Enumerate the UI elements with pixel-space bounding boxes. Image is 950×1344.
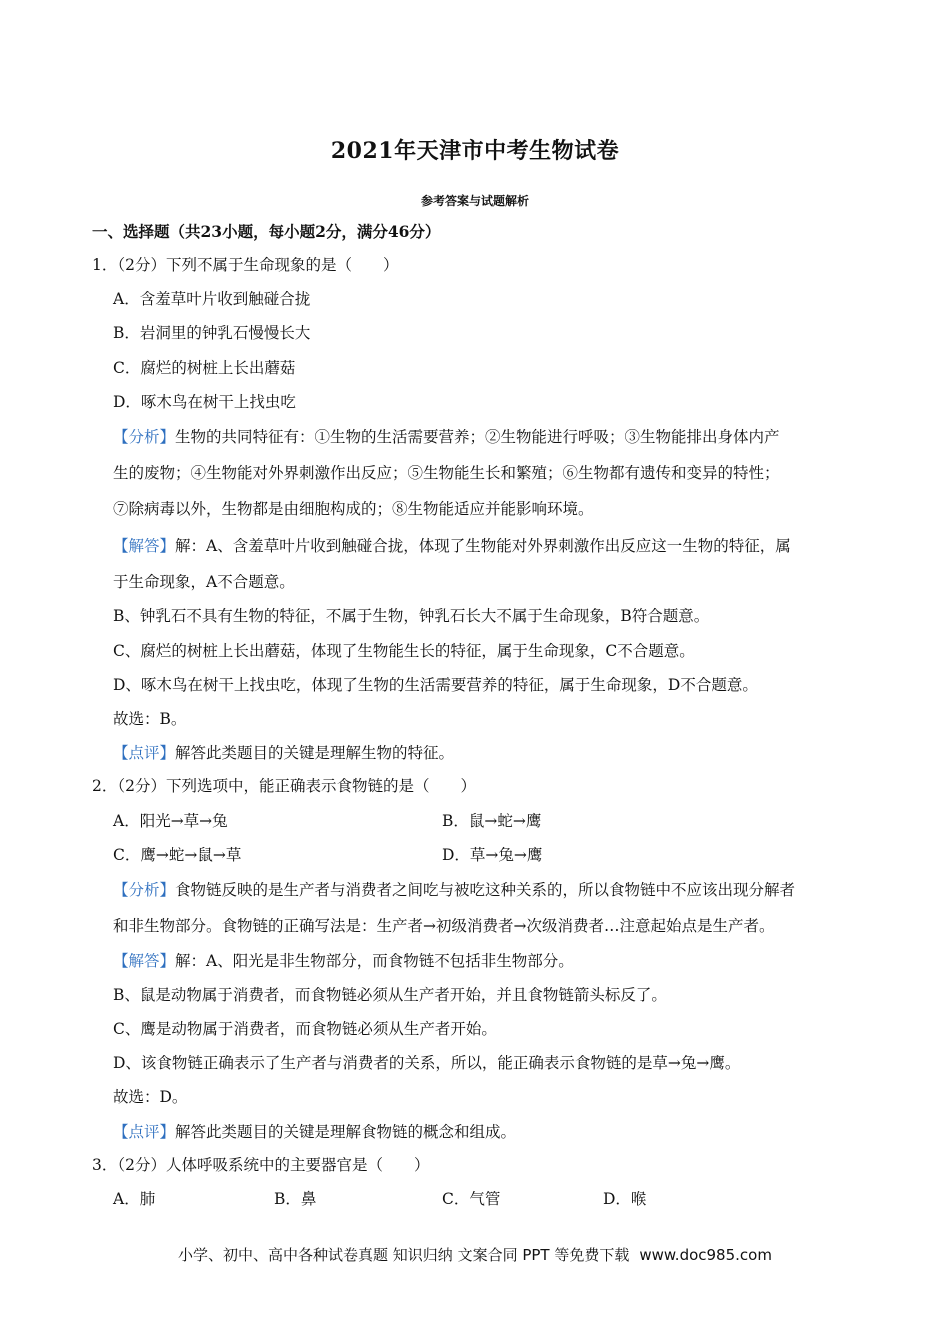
page-title: 2021年天津市中考生物试卷 [330, 138, 620, 164]
comment-tag: 【点评】 [113, 744, 176, 762]
question-1-choice: 故选：B。 [113, 710, 187, 728]
footer-link[interactable]: www.doc985.com [639, 1246, 772, 1264]
question-2-analysis: 【分析】食物链反映的是生产者与消费者之间吃与被吃这种关系的，所以食物链中不应该出现分解者 [113, 881, 796, 899]
question-1-analysis-cont: ⑦除病毒以外，生物都是由细胞构成的；⑧生物能适应并能影响环境。 [113, 500, 594, 518]
question-3-option-c: C．气管 [442, 1190, 501, 1208]
page-subtitle: 参考答案与试题解析 [420, 194, 529, 208]
section-heading: 一、选择题（共23小题，每小题2分，满分46分） [92, 222, 441, 241]
question-2-answer-cont: C、鹰是动物属于消费者，而食物链必须从生产者开始。 [113, 1020, 497, 1038]
question-1-answer-cont: C、腐烂的树桩上长出蘑菇，体现了生物能生长的特征，属于生命现象，C不合题意。 [113, 642, 695, 660]
question-1-answer-cont: 于生命现象，A不合题意。 [113, 573, 295, 591]
question-1-answer: 【解答】解：A、含羞草叶片收到触碰合拢，体现了生物能对外界刺激作出反应这一生物的特征，属 [113, 537, 791, 555]
analysis-tag: 【分析】 [113, 428, 176, 446]
question-2-option-a: A．阳光→草→兔 [113, 812, 228, 830]
question-1-answer-cont: D、啄木鸟在树干上找虫吃，体现了生物的生活需要营养的特征，属于生命现象，D不合题意。 [113, 676, 758, 694]
question-1-option-d: D．啄木鸟在树干上找虫吃 [113, 393, 296, 411]
question-1-analysis: 【分析】生物的共同特征有：①生物的生活需要营养；②生物能进行呼吸；③生物能排出身体内产 [113, 428, 780, 446]
question-2-comment: 【点评】解答此类题目的关键是理解食物链的概念和组成。 [113, 1123, 517, 1141]
question-2-analysis-cont: 和非生物部分。食物链的正确写法是：生产者→初级消费者→次级消费者…注意起始点是生产者。 [113, 917, 775, 935]
question-1-answer-cont: B、钟乳石不具有生物的特征，不属于生物，钟乳石长大不属于生命现象，B符合题意。 [113, 607, 710, 625]
question-2-choice: 故选：D。 [113, 1088, 188, 1106]
question-1-option-b: B．岩洞里的钟乳石慢慢长大 [113, 324, 311, 342]
question-1-option-c: C．腐烂的树桩上长出蘑菇 [113, 359, 296, 377]
page-footer [0, 1244, 950, 1265]
answer-tag: 【解答】 [113, 952, 176, 970]
question-3-option-d: D．喉 [603, 1190, 647, 1208]
question-3-option-a: A．肺 [113, 1190, 156, 1208]
footer-text: 小学、初中、高中各种试卷真题 知识归纳 文案合同 PPT 等免费下载 [178, 1246, 630, 1264]
analysis-tag: 【分析】 [113, 881, 176, 899]
question-3-option-b: B．鼻 [274, 1190, 317, 1208]
question-1-option-a: A．含羞草叶片收到触碰合拢 [113, 290, 311, 308]
question-2-answer-cont: B、鼠是动物属于消费者，而食物链必须从生产者开始，并且食物链箭头标反了。 [113, 986, 667, 1004]
question-2-stem: 2．（2分）下列选项中，能正确表示食物链的是（ ） [92, 777, 476, 795]
answer-tag: 【解答】 [113, 537, 176, 555]
question-2-option-d: D．草→兔→鹰 [442, 846, 543, 864]
question-2-answer-cont: D、该食物链正确表示了生产者与消费者的关系，所以，能正确表示食物链的是草→兔→鹰。 [113, 1054, 741, 1072]
question-3-stem: 3．（2分）人体呼吸系统中的主要器官是（ ） [92, 1156, 430, 1174]
comment-tag: 【点评】 [113, 1123, 176, 1141]
question-2-option-c: C．鹰→蛇→鼠→草 [113, 846, 242, 864]
question-1-stem: 1．（2分）下列不属于生命现象的是（ ） [92, 256, 399, 274]
question-1-analysis-cont: 生的废物；④生物能对外界刺激作出反应；⑤生物能生长和繁殖；⑥生物都有遗传和变异的特性； [113, 464, 780, 482]
question-1-comment: 【点评】解答此类题目的关键是理解生物的特征。 [113, 744, 455, 762]
question-2-answer: 【解答】解：A、阳光是非生物部分，而食物链不包括非生物部分。 [113, 952, 574, 970]
question-2-option-b: B．鼠→蛇→鹰 [442, 812, 542, 830]
